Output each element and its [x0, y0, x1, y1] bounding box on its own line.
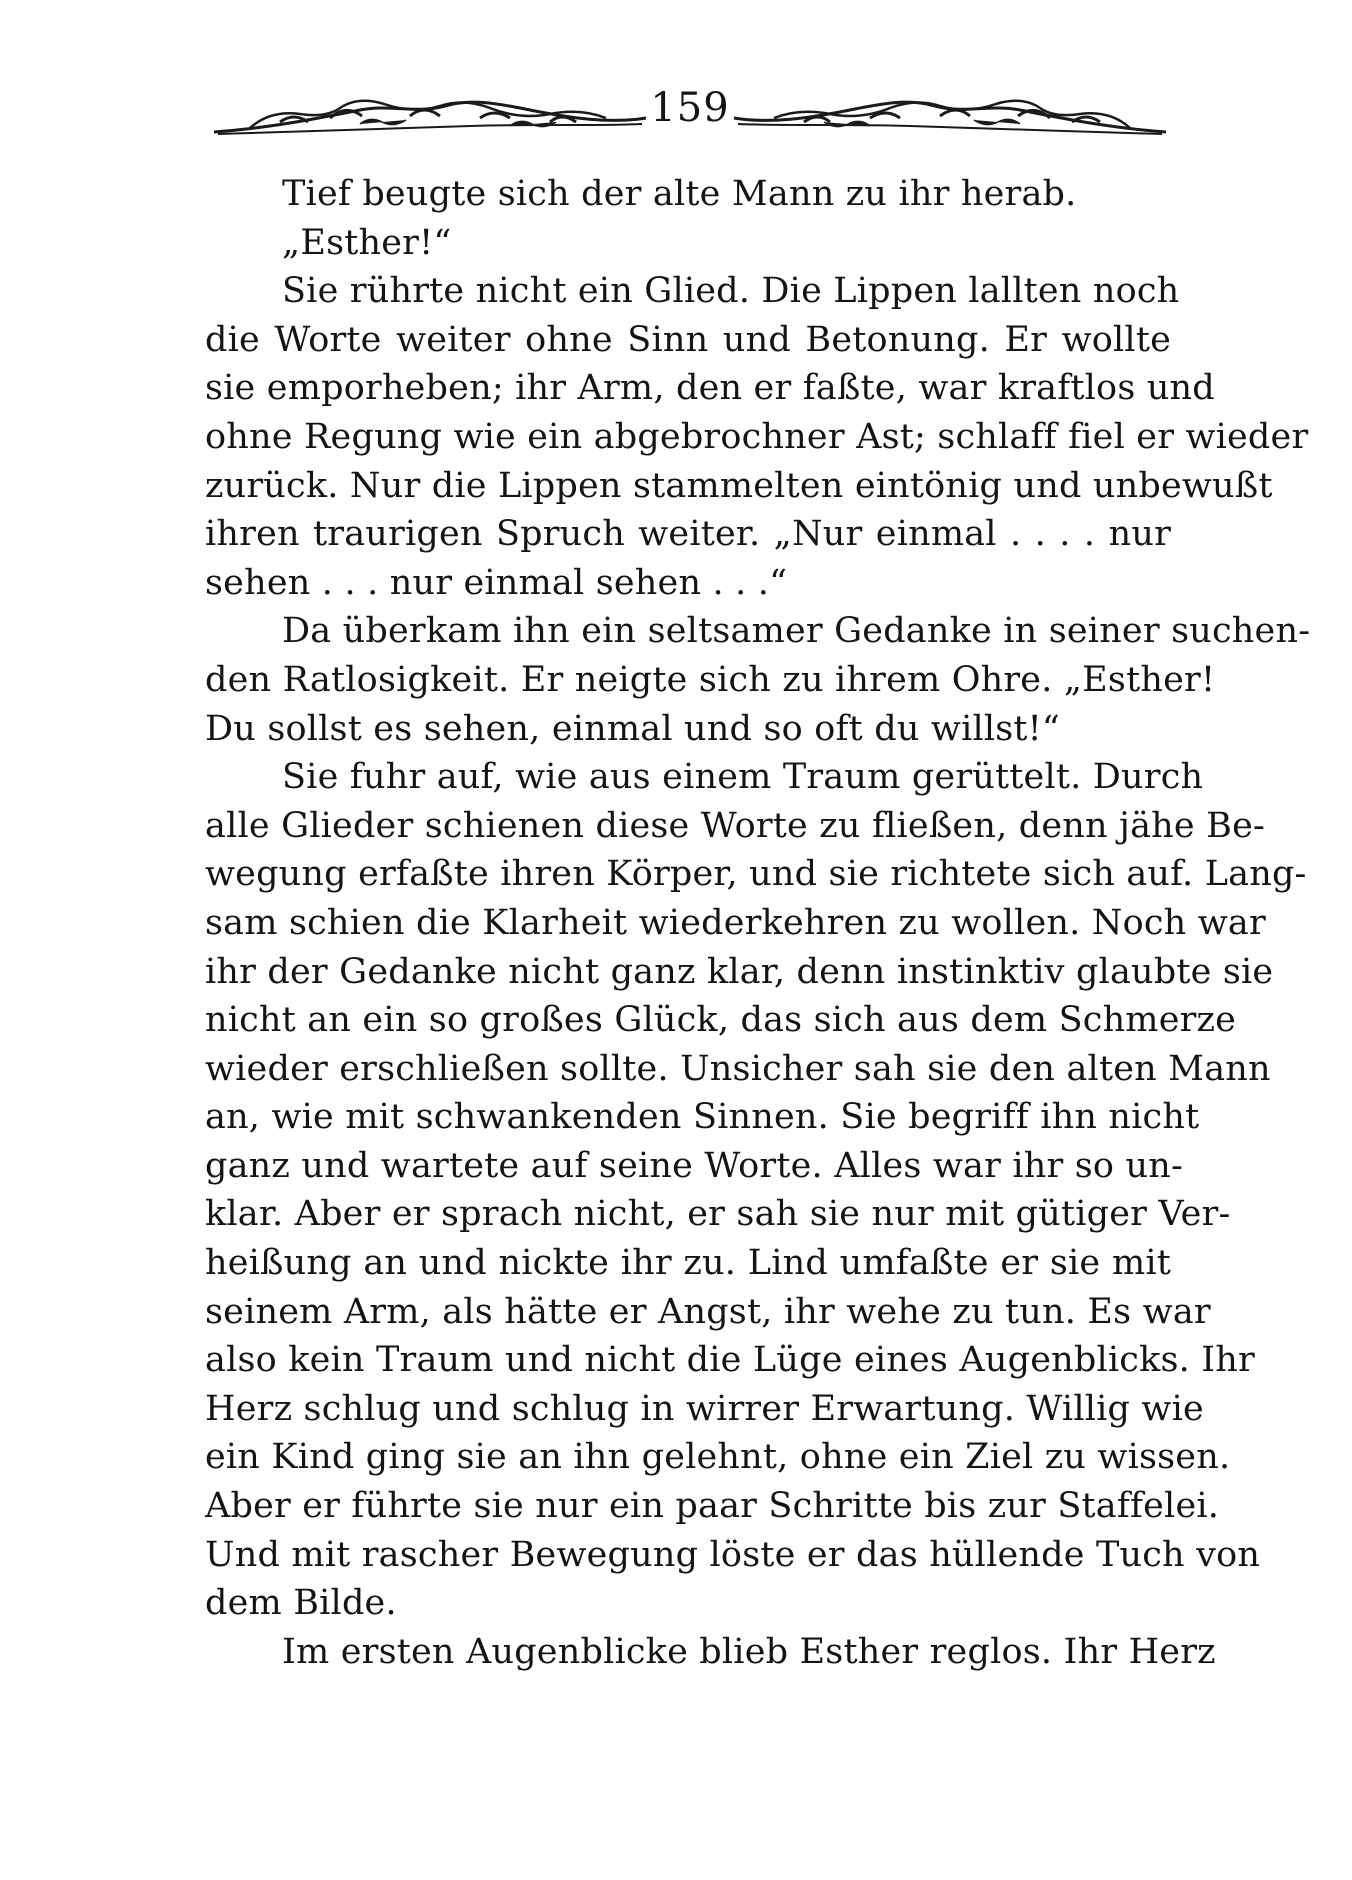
left-ornament-icon: [210, 88, 650, 140]
text-line: sehen . . . nur einmal sehen . . .“: [205, 562, 788, 603]
text-line: dem Bilde.: [205, 1583, 397, 1624]
text-line: klar. Aber er sprach nicht, er sah sie nur mit gütiger Ver-: [205, 1194, 1231, 1235]
text-line: wieder erschließen sollte. Unsicher sah sie den alten Mann: [205, 1048, 1271, 1089]
text-line: Da überkam ihn ein seltsamer Gedanke in seiner suchen-: [282, 611, 1311, 652]
text-line: sie emporheben; ihr Arm, den er faßte, war kraftlos und: [205, 368, 1215, 409]
page-number: 159: [650, 85, 730, 131]
text-line: nicht an ein so großes Glück, das sich aus dem Schmerze: [205, 1000, 1237, 1041]
text-line: sam schien die Klarheit wiederkehren zu wollen. Noch war: [205, 902, 1266, 943]
text-line: Tief beugte sich der alte Mann zu ihr herab.: [282, 174, 1077, 214]
text-line: Sie fuhr auf, wie aus einem Traum gerüttelt. Durch: [282, 757, 1204, 798]
text-line: wegung erfaßte ihren Körper, und sie richtete sich auf. Lang-: [205, 854, 1307, 895]
text-line: alle Glieder schienen diese Worte zu fließen, denn jähe Be-: [205, 805, 1266, 846]
body-text: [205, 170, 1311, 1676]
text-line: den Ratlosigkeit. Er neigte sich zu ihrem Ohre. „Esther!: [205, 659, 1216, 700]
text-line: „Esther!“: [282, 222, 452, 263]
right-ornament-icon: [730, 88, 1170, 140]
text-line: Aber er führte sie nur ein paar Schritte bis zur Staffelei.: [205, 1486, 1220, 1527]
text-line: Du sollst es sehen, einmal und so oft du willst!“: [205, 708, 1061, 749]
text-line: ihren traurigen Spruch weiter. „Nur einmal . . . . nur: [205, 514, 1171, 555]
text-line: Herz schlug und schlug in wirrer Erwartung. Willig wie: [205, 1388, 1204, 1429]
text-line: ohne Regung wie ein abgebrochner Ast; schlaff fiel er wieder: [205, 416, 1309, 457]
text-line: Und mit rascher Bewegung löste er das hüllende Tuch von: [205, 1534, 1261, 1575]
page-header: [210, 80, 1170, 140]
text-line: ein Kind ging sie an ihn gelehnt, ohne ein Ziel zu wissen.: [205, 1437, 1231, 1478]
text-line: die Worte weiter ohne Sinn und Betonung. Er wollte: [205, 319, 1171, 360]
text-line: ganz und wartete auf seine Worte. Alles war ihr so un-: [205, 1145, 1183, 1186]
text-line: also kein Traum und nicht die Lüge eines Augenblicks. Ihr: [205, 1340, 1255, 1381]
text-line: heißung an und nickte ihr zu. Lind umfaßte er sie mit: [205, 1243, 1171, 1284]
text-line: ihr der Gedanke nicht ganz klar, denn instinktiv glaubte sie: [205, 951, 1274, 992]
text-line: seinem Arm, als hätte er Angst, ihr wehe zu tun. Es war: [205, 1291, 1211, 1332]
text-line: Sie rührte nicht ein Glied. Die Lippen lallten noch: [282, 271, 1180, 312]
text-line: zurück. Nur die Lippen stammelten eintönig und unbewußt: [205, 465, 1273, 506]
text-line: Im ersten Augenblicke blieb Esther reglos. Ihr Herz: [282, 1631, 1216, 1672]
text-line: an, wie mit schwankenden Sinnen. Sie begriff ihn nicht: [205, 1097, 1200, 1138]
